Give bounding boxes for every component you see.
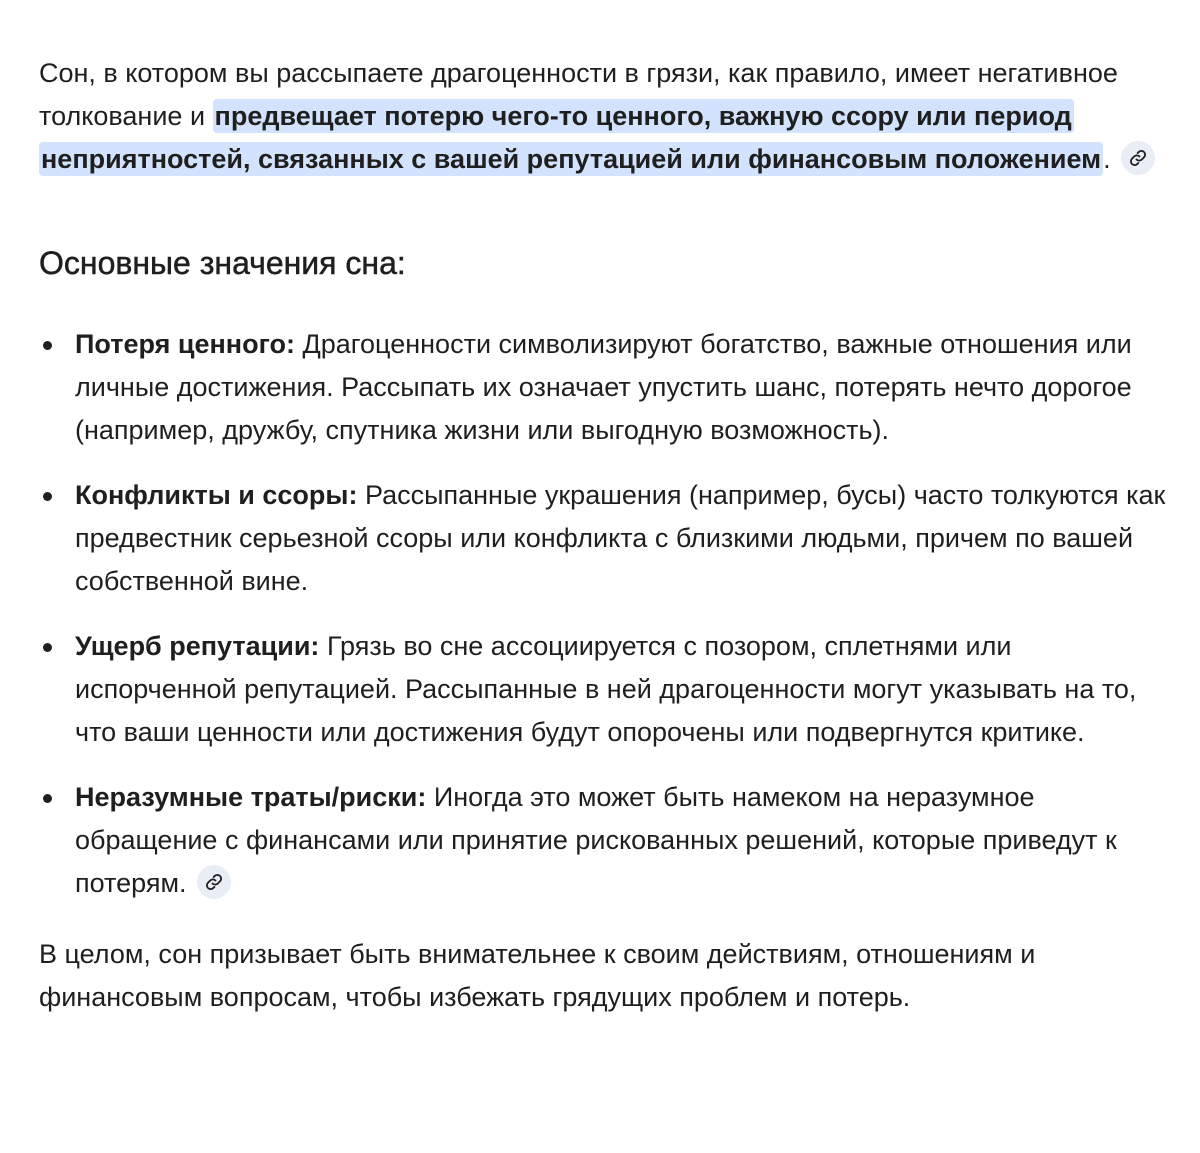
highlight-prefix: предвещает [214,101,385,131]
meaning-term: Потеря ценного: [75,329,295,359]
conclusion-paragraph: В целом, сон призывает быть внимательнее к своим действиям, отношениям и финансовым вопросам, чтобы избежать грядущих проблем и потерь. [39,939,1036,1012]
meaning-text: Грязь во сне ассоциируется с позором, сплетнями или испорченной репутацией. Рассыпанные в ней драгоценности могут указывать на то, что ваши ценности или достижения будут опорочены или подвергнутся критике. [75,631,1137,747]
source-link-button[interactable] [1121,141,1155,175]
meaning-text: Драгоценности символизируют богатство, важные отношения или личные достижения. Рассыпать их означает упустить шанс, потерять нечто дорогое (например, дружбу, спутника жизни или выгодную возможность). [75,329,1132,445]
meaning-text: Рассыпанные украшения (например, бусы) часто толкуются как предвестник серьезной ссоры или конфликта с близкими людьми, причем по вашей собственной вине. [75,480,1166,596]
meaning-term: Неразумные траты/риски: [75,782,427,812]
meaning-term: Ущерб репутации: [75,631,320,661]
meaning-term: Конфликты и ссоры: [75,480,358,510]
list-item [39,323,1179,452]
meanings-list [39,323,1179,905]
link-icon [1129,149,1147,167]
link-icon [205,873,223,891]
list-item [39,474,1179,603]
meaning-text: Иногда это может быть намеком на неразумное обращение с финансами или принятие рискованных решений, которые приведут к потерям. [75,782,1117,898]
section-title: Основные значения сна: [39,245,406,281]
list-item [39,625,1179,754]
list-item [39,776,1179,905]
highlight-bold: потерю чего-то ценного, важную ссору или период неприятностей, связанных с вашей репутацией или финансовым положением [41,101,1102,174]
intro-text: Сон, в котором вы рассыпаете драгоценности в грязи, как правило, имеет негативное толкование и [39,58,1118,131]
intro-end: . [1103,144,1111,174]
intro-paragraph [39,52,1179,181]
ai-answer [39,52,1179,1019]
source-link-button[interactable] [197,865,231,899]
